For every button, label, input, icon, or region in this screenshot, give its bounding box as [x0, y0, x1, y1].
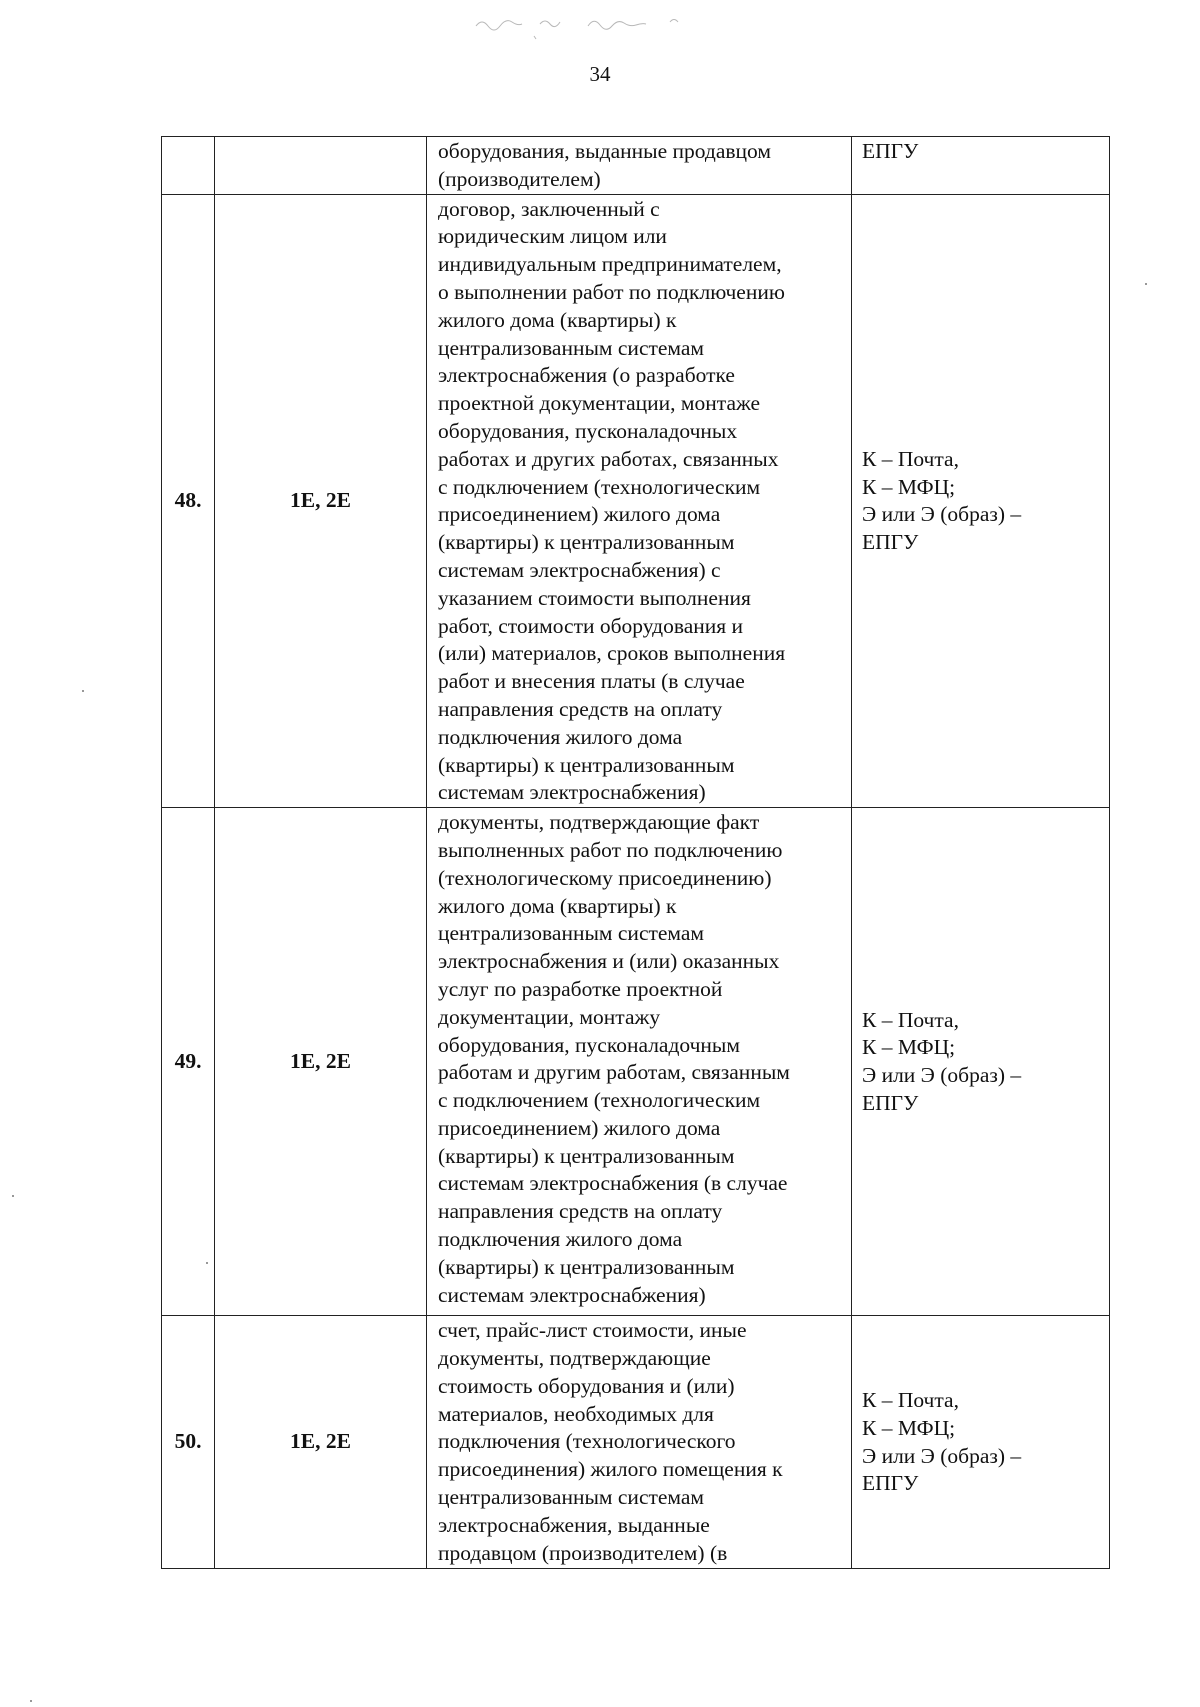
cell-text-line: с подключением (технологическим	[438, 474, 761, 499]
cell-text-line: работ и внесения платы (в случае	[438, 669, 745, 694]
cell-text-line: электроснабжения и (или) оказанных	[438, 949, 780, 974]
scan-speck	[206, 1262, 208, 1264]
scan-speck	[1145, 283, 1147, 285]
cell-text-line: (технологическому присоединению)	[438, 865, 772, 890]
document-description-cell	[427, 808, 852, 1316]
cell-text-line: подключения жилого дома	[438, 1227, 683, 1252]
table-row	[162, 808, 1110, 1316]
cell-text-line: направления средств на оплату	[438, 696, 723, 721]
codes-cell: 1Е, 2Е	[215, 1316, 427, 1569]
cell-text-line: Э или Э (образ) –	[862, 1443, 1022, 1468]
row-number-cell: 50.	[162, 1316, 215, 1569]
cell-text-line: К – Почта,	[862, 1007, 959, 1032]
document-description-cell	[427, 194, 852, 808]
cell-text-line: (или) материалов, сроков выполнения	[438, 641, 786, 666]
cell-text-line: электроснабжения (о разработке	[438, 363, 735, 388]
scan-speck	[30, 1700, 32, 1702]
cell-text-line: Э или Э (образ) –	[862, 502, 1022, 527]
cell-text-line: присоединением) жилого дома	[438, 1115, 721, 1140]
document-description-cell	[427, 1316, 852, 1569]
cell-text-line: (производителем)	[438, 166, 601, 191]
cell-text-line: документы, подтверждающие факт	[438, 810, 760, 835]
table-row	[162, 194, 1110, 808]
row-number-cell: 49.	[162, 808, 215, 1316]
cell-text-line: проектной документации, монтаже	[438, 391, 761, 416]
cell-text-line: документации, монтажу	[438, 1004, 661, 1029]
cell-text-line: К – МФЦ;	[862, 474, 956, 499]
scan-speck	[12, 1195, 14, 1197]
submission-method-cell	[852, 1316, 1110, 1569]
cell-text-line: системам электроснабжения) с	[438, 557, 721, 582]
row-number-cell	[162, 137, 215, 195]
cell-text-line: ЕПГУ	[862, 530, 919, 555]
cell-text-line: ЕПГУ	[862, 1471, 919, 1496]
cell-text-line: Э или Э (образ) –	[862, 1063, 1022, 1088]
documents-table	[161, 136, 1110, 1569]
cell-text-line: электроснабжения, выданные	[438, 1512, 710, 1537]
cell-text-line: системам электроснабжения (в случае	[438, 1171, 788, 1196]
submission-method-cell	[852, 808, 1110, 1316]
cell-text-line: материалов, необходимых для	[438, 1401, 714, 1426]
cell-text-line: оборудования, пусконаладочных	[438, 418, 738, 443]
cell-text-line: подключения (технологического	[438, 1429, 736, 1454]
cell-text-line: работ, стоимости оборудования и	[438, 613, 744, 638]
page-number: 34	[589, 62, 611, 86]
cell-text-line: ЕПГУ	[862, 1090, 919, 1115]
cell-text-line: централизованным системам	[438, 1484, 705, 1509]
cell-text-line: системам электроснабжения)	[438, 780, 706, 805]
cell-text-line: договор, заключенный с	[438, 196, 660, 221]
cell-text-line: юридическим лицом или	[438, 224, 667, 249]
codes-cell: 1Е, 2Е	[215, 194, 427, 808]
row-number-cell: 48.	[162, 194, 215, 808]
table-row	[162, 137, 1110, 195]
cell-text-line: присоединением) жилого дома	[438, 502, 721, 527]
cell-text-line: К – МФЦ;	[862, 1415, 956, 1440]
cell-text-line: (квартиры) к централизованным	[438, 1254, 735, 1279]
faint-stamp-marks	[470, 4, 730, 44]
cell-text-line: присоединения) жилого помещения к	[438, 1457, 783, 1482]
cell-text-line: (квартиры) к централизованным	[438, 1143, 735, 1168]
cell-text-line: работах и других работах, связанных	[438, 446, 779, 471]
cell-text-line: счет, прайс-лист стоимости, иные	[438, 1318, 747, 1343]
cell-text-line: К – МФЦ;	[862, 1035, 956, 1060]
cell-text-line: работам и другим работам, связанным	[438, 1060, 790, 1085]
codes-cell: 1Е, 2Е	[215, 808, 427, 1316]
cell-text-line: выполненных работ по подключению	[438, 837, 783, 862]
cell-text-line: (квартиры) к централизованным	[438, 530, 735, 555]
cell-text-line: с подключением (технологическим	[438, 1088, 761, 1113]
cell-text-line: жилого дома (квартиры) к	[438, 893, 677, 918]
cell-text-line: ЕПГУ	[862, 139, 919, 163]
cell-text-line: оборудования, пусконаладочным	[438, 1032, 740, 1057]
cell-text-line: подключения жилого дома	[438, 724, 683, 749]
document-description-cell	[427, 137, 852, 195]
cell-text-line: стоимость оборудования и (или)	[438, 1373, 735, 1398]
cell-text-line: К – Почта,	[862, 446, 959, 471]
cell-text-line: жилого дома (квартиры) к	[438, 307, 677, 332]
cell-text-line: указанием стоимости выполнения	[438, 585, 751, 610]
scan-speck	[82, 690, 84, 692]
cell-text-line: направления средств на оплату	[438, 1199, 723, 1224]
cell-text-line: централизованным системам	[438, 921, 705, 946]
cell-text-line: услуг по разработке проектной	[438, 976, 723, 1001]
cell-text-line: К – Почта,	[862, 1388, 959, 1413]
table-row	[162, 1316, 1110, 1569]
cell-text-line: оборудования, выданные продавцом	[438, 139, 771, 163]
cell-text-line: индивидуальным предпринимателем,	[438, 252, 782, 277]
cell-text-line: о выполнении работ по подключению	[438, 279, 785, 304]
codes-cell	[215, 137, 427, 195]
cell-text-line: централизованным системам	[438, 335, 705, 360]
cell-text-line: продавцом (производителем) (в	[438, 1540, 728, 1565]
cell-text-line: (квартиры) к централизованным	[438, 752, 735, 777]
cell-text-line: документы, подтверждающие	[438, 1345, 711, 1370]
submission-method-cell	[852, 137, 1110, 195]
submission-method-cell	[852, 194, 1110, 808]
cell-text-line: системам электроснабжения)	[438, 1282, 706, 1307]
